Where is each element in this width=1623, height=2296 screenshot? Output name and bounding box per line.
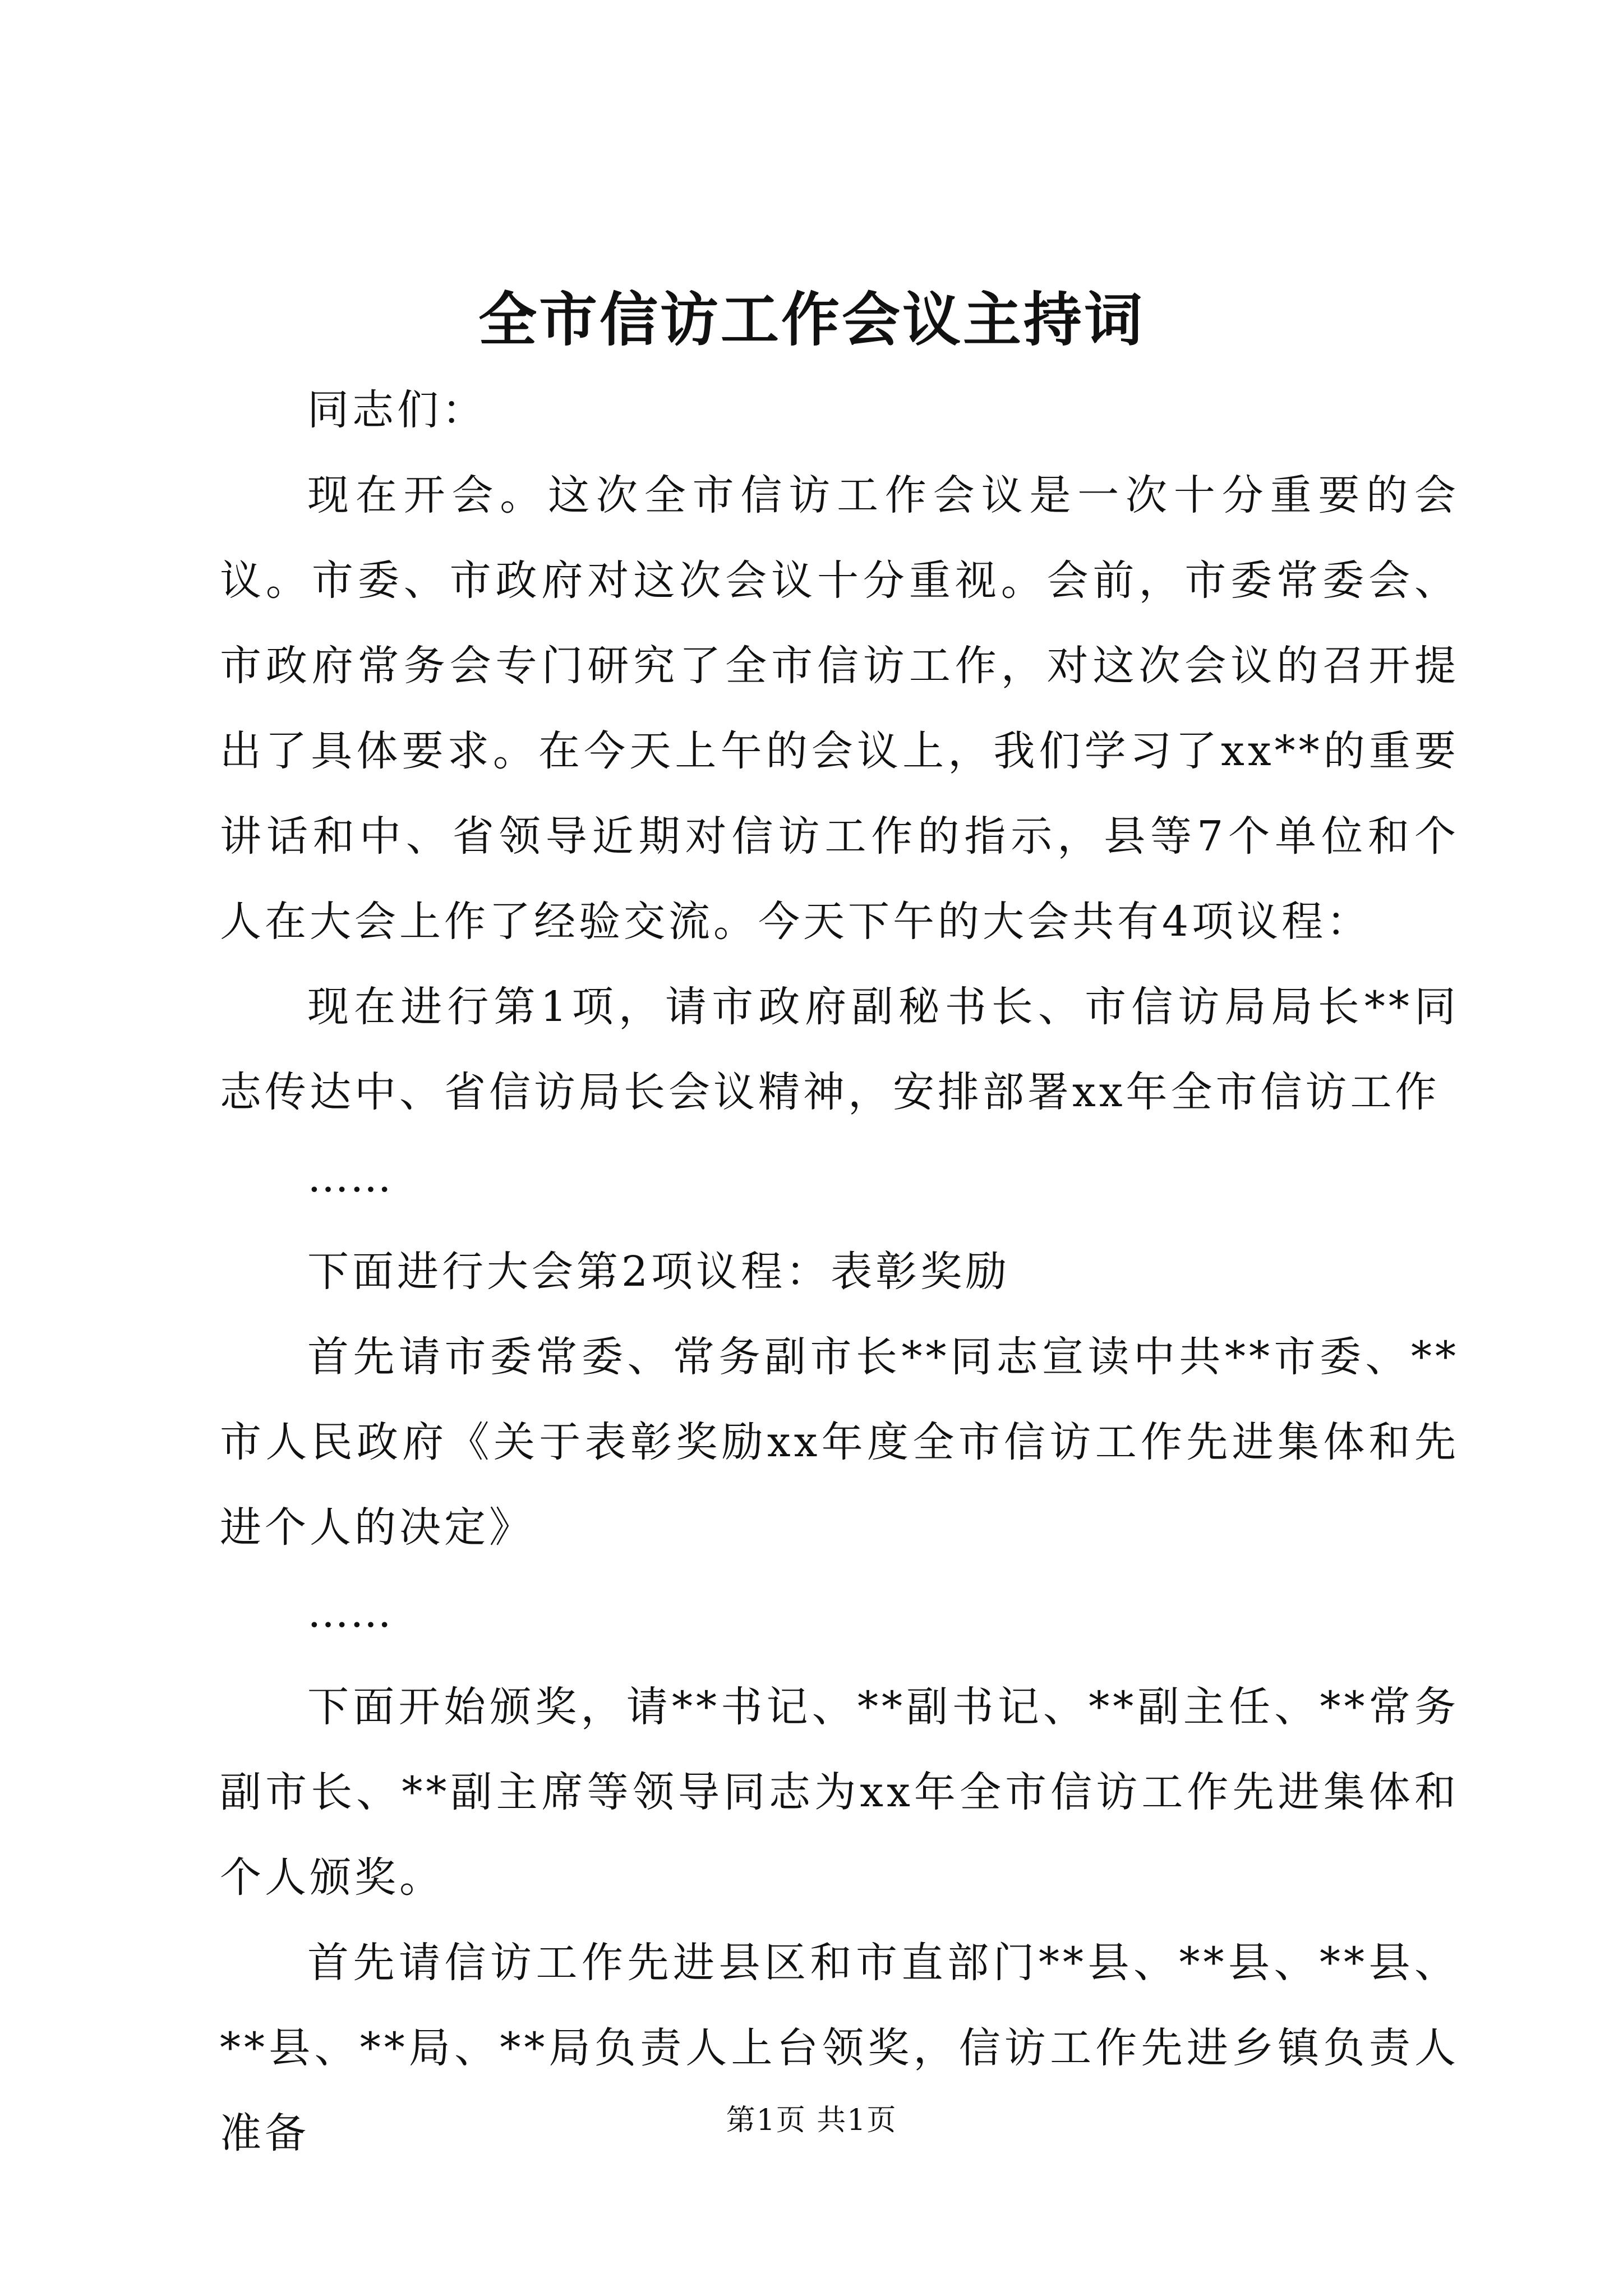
ellipsis-paragraph: …… (307, 1153, 393, 1202)
award-recipients-paragraph: 首先请信访工作先进县区和市直部门**县、**县、**县、**县、**局、**局负责人上台领奖，信访工作先进乡镇负责人准备 (220, 1939, 1459, 2157)
agenda-item-2-paragraph: 下面进行大会第2项议程：表彰奖励 (307, 1248, 1011, 1296)
page-number-footer: 第1页 共1页 (726, 2104, 897, 2137)
document-body (220, 367, 1459, 2176)
document-title: 全市信访工作会议主持词 (478, 285, 1145, 354)
commendation-decision-paragraph: 首先请市委常委、常务副市长**同志宣读中共**市委、**市人民政府《关于表彰奖励xx年度全市信访工作先进集体和先进个人的决定》 (220, 1333, 1459, 1552)
award-presentation-paragraph: 下面开始颁奖，请**书记、**副书记、**副主任、**常务副市长、**副主席等领导同志为xx年全市信访工作先进集体和个人颁奖。 (220, 1683, 1459, 1902)
salutation-paragraph: 同志们： (307, 386, 487, 434)
opening-paragraph: 现在开会。这次全市信访工作会议是一次十分重要的会议。市委、市政府对这次会议十分重视。会前，市委常委会、市政府常务会专门研究了全市信访工作，对这次会议的召开提出了具体要求。在今天上午的会议上，我们学习了xx**的重要讲话和中、省领导近期对信访工作的指示，县等7个单位和个人在大会上作了经验交流。今天下午的大会共有4项议程： (220, 471, 1459, 946)
ellipsis-paragraph: …… (307, 1589, 393, 1637)
agenda-item-1-paragraph: 现在进行第1项，请市政府副秘书长、市信访局局长**同志传达中、省信访局长会议精神，安排部署xx年全市信访工作 (220, 983, 1459, 1116)
